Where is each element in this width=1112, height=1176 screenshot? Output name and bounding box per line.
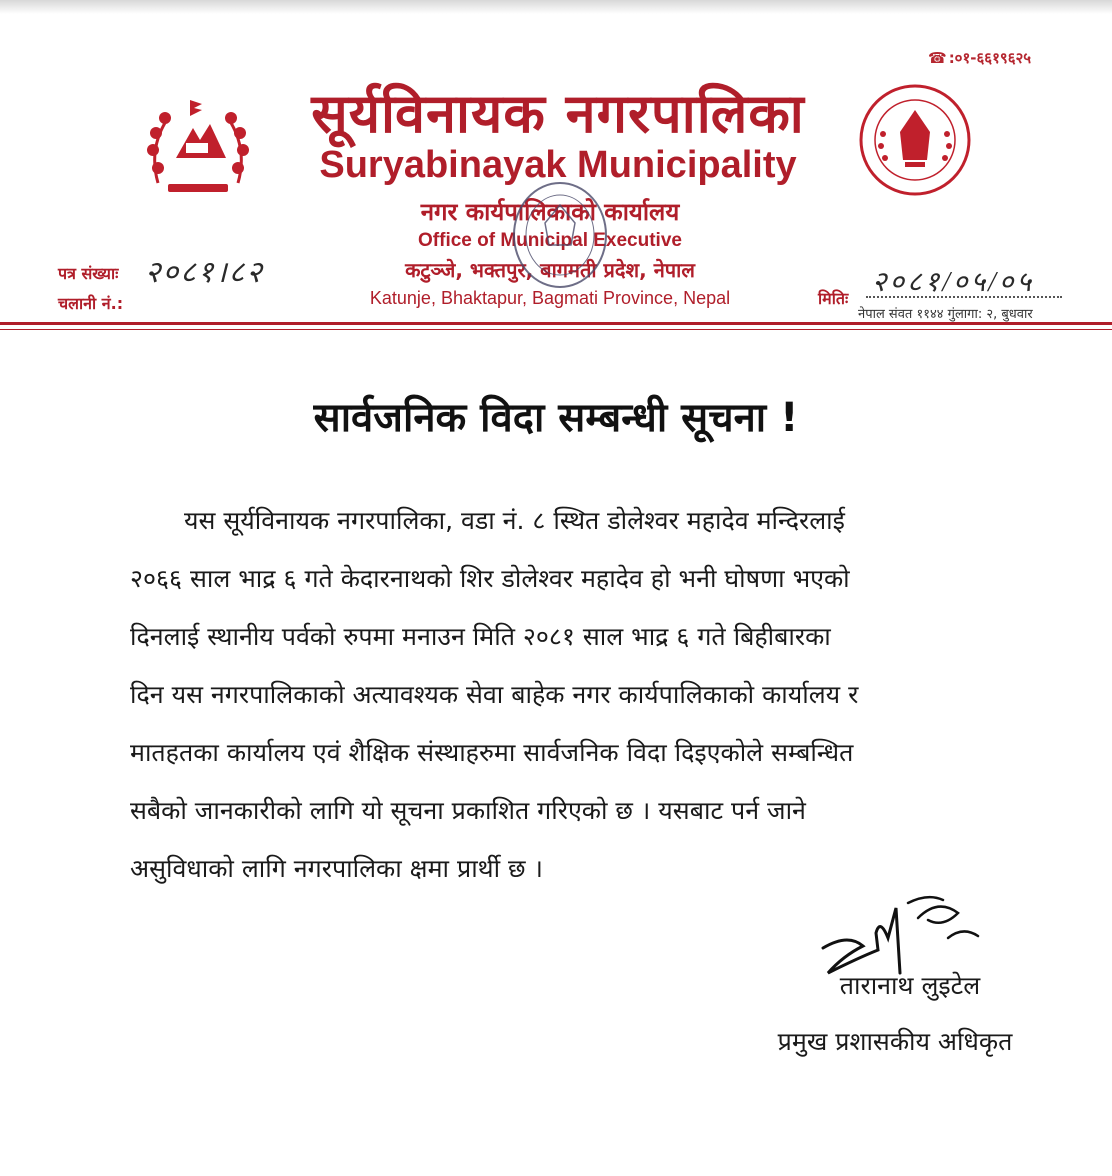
letterhead-rule — [0, 322, 1112, 325]
notice-line: दिनलाई स्थानीय पर्वको रुपमा मनाउन मिति २०८१ साल भाद्र ६ गते बिहीबारका — [130, 622, 831, 651]
nepal-sambat-date: नेपाल संवत ११४४ गुंलागा: २, बुधवार — [858, 307, 1033, 322]
phone-number — [928, 48, 1031, 68]
office-stamp-icon — [505, 175, 615, 295]
letter-number-value: २०८१।८२ — [145, 256, 264, 289]
signatory-title: प्रमुख प्रशासकीय अधिकृत — [777, 1027, 1013, 1056]
notice-line: २०६६ साल भाद्र ६ गते केदारनाथको शिर डोलेश्वर महादेव हो भनी घोषणा भएको — [130, 564, 850, 593]
notice-heading: सार्वजनिक विदा सम्बन्धी सूचना ! — [313, 395, 799, 441]
notice-line: दिन यस नगरपालिकाको अत्यावश्यक सेवा बाहेक नगर कार्यपालिकाको कार्यालय र — [130, 680, 859, 709]
notice-body — [130, 492, 1068, 898]
nepal-emblem-icon — [138, 88, 258, 208]
address-nepali: कटुञ्जे, भक्तपुर, बागमती प्रदेश, नेपाल — [405, 258, 695, 282]
signatory-name: तारानाथ लुइटेल — [839, 971, 981, 1000]
date-label: मितिः — [818, 289, 849, 308]
paper-edge-shadow — [0, 0, 1112, 14]
address-english: Katunje, Bhaktapur, Bagmati Province, Nepal — [369, 288, 731, 308]
notice-line: सबैको जानकारीको लागि यो सूचना प्रकाशित गरिएको छ । यसबाट पर्न जाने — [130, 796, 806, 825]
notice-line: मातहतका कार्यालय एवं शैक्षिक संस्थाहरुमा सार्वजनिक विदा दिइएकोले सम्बन्धित — [130, 738, 854, 767]
notice-line: यस सूर्यविनायक नगरपालिका, वडा नं. ८ स्थित डोलेश्वर महादेव मन्दिरलाई — [184, 506, 845, 535]
letter-number-label: पत्र संख्याः — [58, 264, 119, 283]
municipality-seal-icon — [855, 80, 975, 200]
date-value: २०८१/०५/०५ — [872, 267, 1035, 298]
office-name-english: Office of Municipal Executive — [418, 230, 682, 251]
dispatch-number-label: चलानी नं.: — [58, 294, 124, 313]
letterhead-rule-thin — [0, 329, 1112, 330]
notice-line: असुविधाको लागि नगरपालिका क्षमा प्रार्थी छ । — [130, 854, 544, 883]
municipality-name-english: Suryabinayak Municipality — [319, 144, 797, 186]
date-underline — [866, 296, 1062, 298]
phone-icon: ☎ — [928, 49, 947, 67]
phone-value: :०१-६६१९६२५ — [948, 49, 1032, 67]
municipality-name-nepali: सूर्यविनायक नगरपालिका — [311, 82, 805, 145]
office-name-nepali: नगर कार्यपालिकाको कार्यालय — [420, 198, 680, 226]
